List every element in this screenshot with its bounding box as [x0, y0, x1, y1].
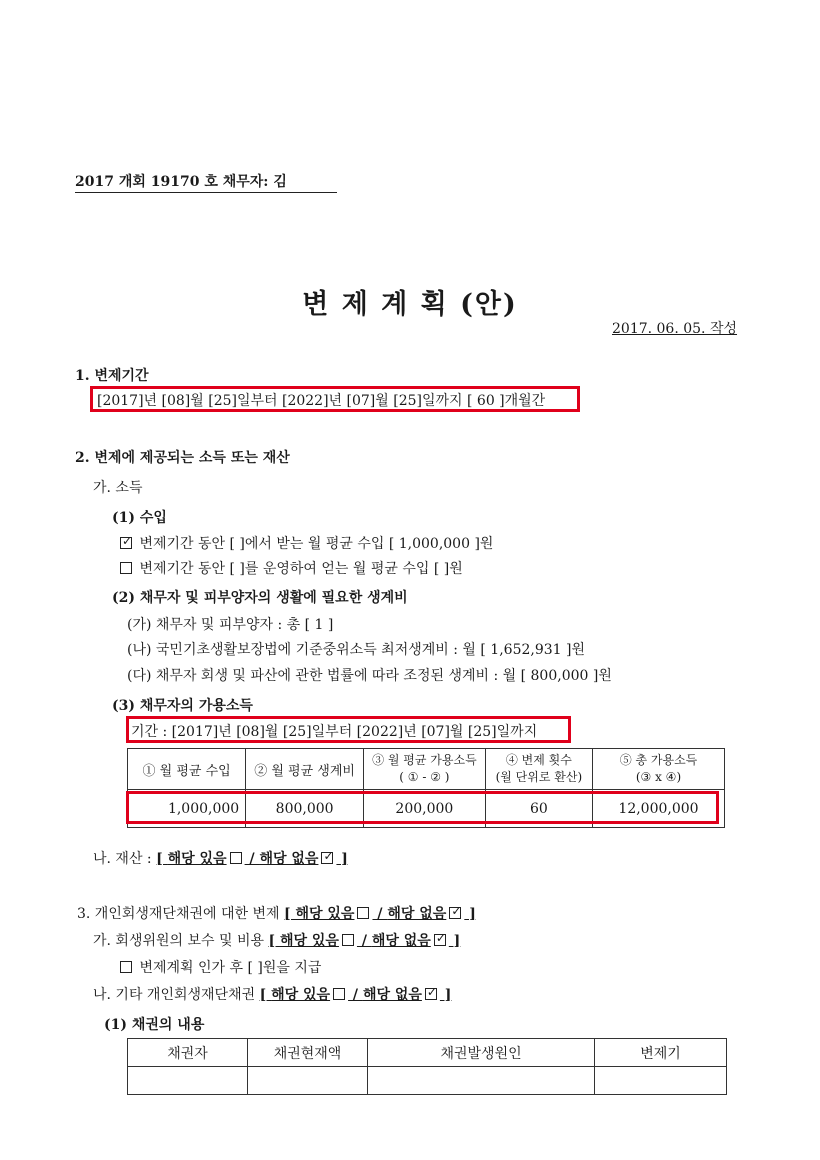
highlight-box-available-period [126, 716, 571, 743]
commissioner-fee-line: 가. 회생위원의 보수 및 비용 [ 해당 있음 / 해당 없음✓ ] [93, 930, 460, 950]
commissioner-fee-item [117, 957, 321, 977]
other-claims-no-label: 해당 없음 [362, 987, 422, 1003]
other-claims-line: 나. 기타 개인회생재단채권 [ 해당 있음 / 해당 없음✓ ] [93, 984, 451, 1004]
header-total-available: ⑤ 총 가용소득 [619, 753, 698, 767]
commissioner-yes-label: 해당 있음 [279, 933, 339, 949]
section3-yes-label: 해당 있음 [295, 906, 355, 922]
section3-heading: 3. 개인회생재단채권에 대한 변제 [77, 906, 280, 922]
property-line: 나. 재산 : [ 해당 있음 / 해당 없음✓ ] [93, 848, 348, 868]
income-line-1 [117, 533, 493, 553]
claims-header-due: 변제기 [595, 1039, 727, 1067]
commissioner-no-label: 해당 없음 [371, 933, 431, 949]
table-cell-monthly-income: 1,000,000 [128, 790, 246, 828]
section2-heading: 2. 변제에 제공되는 소득 또는 재산 [75, 450, 290, 466]
document-date: 2017. 06. 05. 작성 [612, 321, 738, 337]
commissioner-fee-item-checkbox[interactable] [120, 961, 132, 973]
header-repayment-count: ④ 변제 횟수 [505, 753, 572, 767]
claims-cell[interactable] [368, 1067, 595, 1095]
table-header-cell [592, 749, 724, 790]
available-income-heading: (3) 채무자의 가용소득 [112, 698, 253, 714]
claims-cell[interactable] [595, 1067, 727, 1095]
section3-no-label: 해당 없음 [387, 906, 447, 922]
claims-table [127, 1038, 727, 1095]
table-header-cell [128, 749, 246, 790]
living-cost-heading: (2) 채무자 및 피부양자의 생활에 필요한 생계비 [112, 590, 408, 606]
property-yes-label: 해당 있음 [167, 851, 227, 867]
claims-cell[interactable] [128, 1067, 248, 1095]
income-line-1-checkbox[interactable] [120, 537, 132, 549]
header-total-available-sub: (③ x ④) [635, 770, 682, 784]
claims-header-cause: 채권발생원인 [368, 1039, 595, 1067]
case-number-line [75, 171, 337, 193]
commissioner-fee-item-text: 변제계획 인가 후 [ ]원을 지급 [139, 960, 322, 976]
commissioner-yes-checkbox[interactable] [342, 934, 354, 946]
table-cell-available-income: 200,000 [364, 790, 486, 828]
header-monthly-living: ② 월 평균 생계비 [254, 763, 355, 779]
table-cell-repayment-count: 60 [485, 790, 592, 828]
property-label: 나. 재산 : [93, 851, 152, 867]
section3-no-checkbox[interactable] [449, 907, 461, 919]
other-claims-no-checkbox[interactable] [425, 988, 437, 1000]
table-header-cell [246, 749, 364, 790]
living-cost-c: (다) 채무자 회생 및 파산에 관한 법률에 따라 조정된 생계비 : 월 [ 800,000 ]원 [127, 668, 612, 684]
other-claims-label: 나. 기타 개인회생재단채권 [93, 987, 256, 1003]
table-cell-total-available: 12,000,000 [592, 790, 724, 828]
commissioner-no-checkbox[interactable] [434, 934, 446, 946]
income-line-2-checkbox[interactable] [120, 562, 132, 574]
other-claims-yes-label: 해당 있음 [271, 987, 331, 1003]
income-line-1-text: 변제기간 동안 [ ]에서 받는 월 평균 수입 [ 1,000,000 ]원 [139, 536, 494, 552]
case-number-text: 2017 개회 19170 호 채무자: 김 [75, 174, 287, 190]
table-header-cell [485, 749, 592, 790]
section1-heading: 1. 변제기간 [75, 368, 149, 384]
income-line-2 [117, 558, 463, 578]
header-available-income-sub: ( ① - ② ) [399, 770, 450, 784]
claims-header-creditor: 채권자 [128, 1039, 248, 1067]
header-available-income: ③ 월 평균 가용소득 [372, 753, 477, 767]
claims-heading: (1) 채권의 내용 [104, 1017, 205, 1033]
income-subheading: 가. 소득 [93, 480, 143, 496]
other-claims-yes-checkbox[interactable] [333, 988, 345, 1000]
income-heading: (1) 수입 [112, 510, 167, 526]
property-yes-checkbox[interactable] [230, 852, 242, 864]
table-cell-monthly-living: 800,000 [246, 790, 364, 828]
header-monthly-income: ① 월 평균 수입 [142, 763, 231, 779]
property-no-checkbox[interactable] [321, 852, 333, 864]
highlight-box-table-values [126, 791, 719, 824]
commissioner-fee-label: 가. 회생위원의 보수 및 비용 [93, 933, 265, 949]
section3-heading-line: 3. 개인회생재단채권에 대한 변제 [ 해당 있음 / 해당 없음✓ ] [77, 903, 476, 923]
table-header-cell [364, 749, 486, 790]
section3-yes-checkbox[interactable] [357, 907, 369, 919]
claims-cell[interactable] [248, 1067, 368, 1095]
header-repayment-count-sub: (월 단위로 환산) [495, 770, 583, 784]
available-income-period: 기간 : [2017]년 [08]월 [25]일부터 [2022]년 [07]월 [25]일까지 [131, 724, 538, 740]
income-line-2-text: 변제기간 동안 [ ]를 운영하여 얻는 월 평균 수입 [ ]원 [139, 561, 463, 577]
repayment-period: [2017]년 [08]월 [25]일부터 [2022]년 [07]월 [25]일까지 [ 60 ]개월간 [97, 393, 546, 409]
living-cost-a: (가) 채무자 및 피부양자 : 총 [ 1 ] [127, 617, 334, 633]
document-title: 변 제 계 획 (안) [302, 289, 518, 320]
claims-header-amount: 채권현재액 [248, 1039, 368, 1067]
highlight-box-period [90, 386, 580, 412]
property-no-label: 해당 없음 [259, 851, 319, 867]
living-cost-b: (나) 국민기초생활보장법에 기준중위소득 최저생계비 : 월 [ 1,652,931 ]원 [127, 642, 585, 658]
